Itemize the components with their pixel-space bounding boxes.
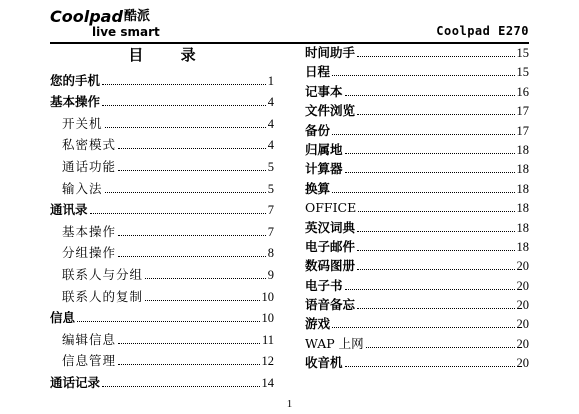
toc-entry[interactable] bbox=[305, 157, 529, 176]
toc-entry-label: 归属地 bbox=[305, 141, 343, 157]
dot-leader bbox=[345, 153, 515, 154]
toc-entry-page: 15 bbox=[516, 46, 529, 60]
dot-leader bbox=[358, 211, 514, 212]
dot-leader bbox=[357, 269, 514, 270]
toc-entry-page: 4 bbox=[267, 116, 274, 131]
toc-entry[interactable] bbox=[305, 44, 529, 60]
dot-leader bbox=[357, 114, 514, 115]
toc-entry[interactable] bbox=[305, 331, 529, 350]
coolpad-logo bbox=[50, 8, 170, 42]
dot-leader bbox=[118, 256, 266, 257]
toc-entry-label: 备份 bbox=[305, 122, 331, 138]
toc-entry-label: 通话记录 bbox=[50, 374, 101, 390]
toc-entry-page: 1 bbox=[267, 73, 274, 88]
dot-leader bbox=[357, 250, 514, 251]
toc-right-column bbox=[305, 44, 529, 370]
toc-entry-label: 文件浏览 bbox=[305, 103, 356, 119]
toc-entry-label: WAP 上网 bbox=[305, 335, 364, 351]
toc-entry[interactable] bbox=[50, 260, 274, 282]
toc-title: 目 录 bbox=[128, 46, 212, 64]
toc-entry-label: 语音备忘 bbox=[305, 297, 356, 313]
toc-entry-label: 计算器 bbox=[305, 161, 343, 177]
dot-leader bbox=[118, 343, 260, 344]
toc-entry-page: 17 bbox=[516, 104, 529, 119]
toc-entry[interactable] bbox=[305, 118, 529, 137]
dot-leader bbox=[345, 95, 515, 96]
dot-leader bbox=[332, 327, 514, 328]
dot-leader bbox=[345, 366, 515, 367]
toc-entry[interactable] bbox=[50, 239, 274, 261]
toc-entry[interactable] bbox=[305, 273, 529, 292]
toc-entry-label: OFFICE bbox=[305, 200, 357, 216]
toc-entry-label: 私密模式 bbox=[62, 137, 117, 153]
toc-entry[interactable] bbox=[305, 312, 529, 331]
toc-entry[interactable] bbox=[50, 368, 274, 390]
toc-entry[interactable] bbox=[50, 325, 274, 347]
toc-entry[interactable] bbox=[50, 196, 274, 218]
toc-entry-page: 8 bbox=[267, 246, 274, 261]
dot-leader bbox=[332, 134, 514, 135]
toc-entry-label: 信息管理 bbox=[62, 353, 117, 369]
toc-entry-label: 换算 bbox=[305, 180, 331, 196]
toc-entry[interactable] bbox=[305, 235, 529, 254]
toc-entry-label: 输入法 bbox=[62, 180, 103, 196]
toc-entry-page: 12 bbox=[261, 354, 274, 369]
toc-entry-page: 5 bbox=[267, 181, 274, 196]
toc-entry-page: 11 bbox=[261, 332, 274, 347]
dot-leader bbox=[357, 308, 514, 309]
toc-entry-page: 18 bbox=[516, 201, 529, 216]
toc-entry-page: 16 bbox=[516, 84, 529, 99]
dot-leader bbox=[145, 278, 266, 279]
toc-entry[interactable] bbox=[305, 215, 529, 234]
toc-entry-page: 14 bbox=[261, 375, 274, 390]
toc-entry-page: 18 bbox=[516, 162, 529, 177]
toc-entry-page: 7 bbox=[267, 224, 274, 239]
toc-entry-label: 记事本 bbox=[305, 83, 343, 99]
toc-entry-page: 20 bbox=[516, 317, 529, 332]
toc-entry-page: 18 bbox=[516, 142, 529, 157]
toc-entry-page: 17 bbox=[516, 123, 529, 138]
toc-entry-page: 4 bbox=[267, 95, 274, 110]
toc-entry[interactable] bbox=[50, 174, 274, 196]
toc-entry[interactable] bbox=[50, 217, 274, 239]
toc-right-list bbox=[305, 44, 529, 370]
model-name: Coolpad E270 bbox=[436, 24, 529, 38]
toc-entry[interactable] bbox=[50, 131, 274, 153]
dot-leader bbox=[118, 170, 266, 171]
toc-entry[interactable] bbox=[50, 152, 274, 174]
toc-entry-label: 游戏 bbox=[305, 316, 331, 332]
toc-entry[interactable] bbox=[305, 60, 529, 79]
toc-entry-label: 分组操作 bbox=[62, 245, 117, 261]
toc-entry-label: 英汉词典 bbox=[305, 219, 356, 235]
toc-entry[interactable] bbox=[50, 304, 274, 326]
dot-leader bbox=[77, 321, 259, 322]
toc-entry[interactable] bbox=[305, 176, 529, 195]
toc-entry-page: 20 bbox=[516, 298, 529, 313]
toc-entry-label: 通话功能 bbox=[62, 158, 117, 174]
toc-entry-label: 信息 bbox=[50, 310, 76, 326]
toc-entry-page: 5 bbox=[267, 159, 274, 174]
toc-entry-page: 18 bbox=[516, 181, 529, 196]
toc-entry-page: 15 bbox=[516, 65, 529, 80]
dot-leader bbox=[345, 289, 515, 290]
toc-entry[interactable] bbox=[50, 347, 274, 369]
toc-entry[interactable] bbox=[305, 254, 529, 273]
toc-left-column bbox=[50, 44, 274, 390]
dot-leader bbox=[118, 235, 266, 236]
toc-entry-label: 联系人的复制 bbox=[62, 288, 144, 304]
toc-entry-label: 基本操作 bbox=[62, 223, 117, 239]
dot-leader bbox=[118, 148, 266, 149]
toc-entry-page: 4 bbox=[267, 138, 274, 153]
toc-entry-label: 联系人与分组 bbox=[62, 266, 144, 282]
toc-entry[interactable] bbox=[50, 66, 274, 88]
toc-entry-label: 编辑信息 bbox=[62, 331, 117, 347]
toc-entry[interactable] bbox=[305, 138, 529, 157]
dot-leader bbox=[357, 56, 514, 57]
brand-tagline: live smart bbox=[92, 25, 160, 39]
dot-leader bbox=[345, 172, 515, 173]
toc-entry[interactable] bbox=[50, 109, 274, 131]
toc-entry-label: 日程 bbox=[305, 64, 331, 80]
toc-entry-page: 18 bbox=[516, 239, 529, 254]
brand-name: Coolpad bbox=[50, 7, 123, 26]
toc-entry-page: 10 bbox=[261, 289, 274, 304]
toc-entry-page: 20 bbox=[516, 259, 529, 274]
dot-leader bbox=[105, 192, 266, 193]
dot-leader bbox=[366, 347, 515, 348]
toc-entry[interactable] bbox=[305, 351, 529, 370]
page-number: 1 bbox=[286, 398, 293, 410]
toc-entry-page: 20 bbox=[516, 336, 529, 351]
toc-entry-label: 开关机 bbox=[62, 115, 103, 131]
dot-leader bbox=[357, 231, 514, 232]
dot-leader bbox=[145, 300, 259, 301]
dot-leader bbox=[102, 84, 266, 85]
toc-entry[interactable] bbox=[305, 79, 529, 98]
toc-entry-label: 基本操作 bbox=[50, 94, 101, 110]
toc-entry-label: 收音机 bbox=[305, 355, 343, 371]
toc-entry[interactable] bbox=[50, 88, 274, 110]
dot-leader bbox=[332, 75, 514, 76]
toc-entry-label: 电子书 bbox=[305, 277, 343, 293]
dot-leader bbox=[102, 386, 259, 387]
dot-leader bbox=[90, 213, 266, 214]
toc-entry-label: 电子邮件 bbox=[305, 238, 356, 254]
toc-left-list bbox=[50, 66, 274, 390]
toc-entry-label: 通讯录 bbox=[50, 202, 88, 218]
toc-entry-page: 20 bbox=[516, 356, 529, 371]
toc-entry[interactable] bbox=[305, 293, 529, 312]
toc-entry-page: 7 bbox=[267, 203, 274, 218]
toc-entry-label: 您的手机 bbox=[50, 72, 101, 88]
toc-entry-page: 20 bbox=[516, 278, 529, 293]
toc-entry-label: 数码图册 bbox=[305, 258, 356, 274]
toc-entry-page: 10 bbox=[261, 311, 274, 326]
dot-leader bbox=[332, 192, 514, 193]
dot-leader bbox=[102, 105, 266, 106]
toc-entry-page: 9 bbox=[267, 267, 274, 282]
dot-leader bbox=[105, 127, 266, 128]
toc-entry[interactable] bbox=[305, 99, 529, 118]
dot-leader bbox=[118, 364, 259, 365]
toc-entry[interactable] bbox=[305, 196, 529, 215]
toc-entry[interactable] bbox=[50, 282, 274, 304]
toc-entry-page: 18 bbox=[516, 220, 529, 235]
toc-entry-label: 时间助手 bbox=[305, 45, 356, 60]
brand-name-cn: 酷派 bbox=[124, 9, 151, 24]
